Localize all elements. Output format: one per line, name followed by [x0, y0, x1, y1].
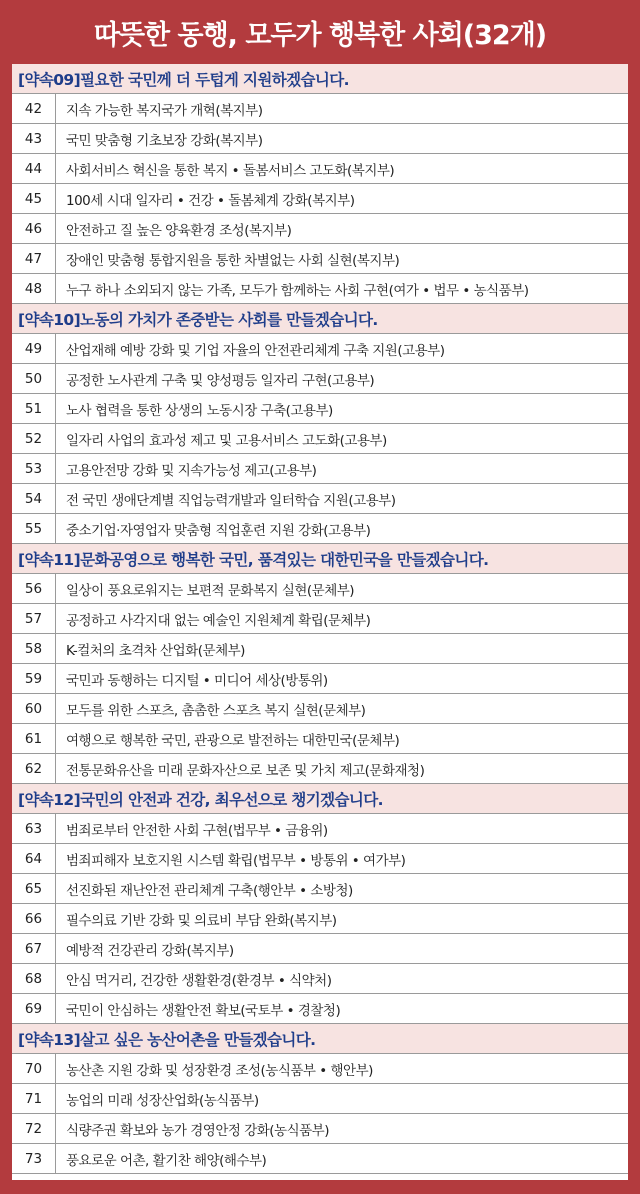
task-number: 73 [12, 1144, 56, 1173]
task-text: 여행으로 행복한 국민, 관광으로 발전하는 대한민국(문체부) [66, 732, 400, 749]
task-text: 산업재해 예방 강화 및 기업 자율의 안전관리체계 구축 지원(고용부) [66, 342, 445, 359]
table-row [12, 934, 628, 964]
table-row [12, 724, 628, 754]
task-number: 44 [12, 154, 56, 183]
table-row [12, 154, 628, 184]
section-title: 문화공영으로 행복한 국민, 품격있는 대한민국을 만들겠습니다. [80, 550, 489, 569]
section-heading [12, 784, 628, 814]
task-number: 68 [12, 964, 56, 993]
task-text: 누구 하나 소외되지 않는 가족, 모두가 함께하는 사회 구현(여가 • 법무 • 농식품부) [66, 282, 529, 299]
task-number: 72 [12, 1114, 56, 1143]
table-row [12, 1054, 628, 1084]
task-number: 65 [12, 874, 56, 903]
section-heading [12, 304, 628, 334]
task-number: 47 [12, 244, 56, 273]
task-number: 60 [12, 694, 56, 723]
table-row [12, 424, 628, 454]
table-row [12, 214, 628, 244]
section-heading [12, 544, 628, 574]
task-text: 선진화된 재난안전 관리체계 구축(행안부 • 소방청) [66, 882, 353, 899]
task-text: 공정하고 사각지대 없는 예술인 지원체계 확립(문체부) [66, 612, 371, 629]
task-number: 69 [12, 994, 56, 1023]
task-text: 국민 맞춤형 기초보장 강화(복지부) [66, 132, 263, 149]
task-text: 예방적 건강관리 강화(복지부) [66, 942, 234, 959]
table-row [12, 814, 628, 844]
task-text: 고용안전망 강화 및 지속가능성 제고(고용부) [66, 462, 317, 479]
table-row [12, 604, 628, 634]
task-number: 59 [12, 664, 56, 693]
task-number: 67 [12, 934, 56, 963]
section-tag: [약속11] [18, 550, 81, 569]
task-number: 52 [12, 424, 56, 453]
task-number: 51 [12, 394, 56, 423]
task-text: 지속 가능한 복지국가 개혁(복지부) [66, 102, 263, 119]
table-row [12, 754, 628, 784]
task-number: 43 [12, 124, 56, 153]
section-heading [12, 1024, 628, 1054]
table-row [12, 694, 628, 724]
task-number: 62 [12, 754, 56, 783]
task-number: 42 [12, 94, 56, 123]
table-row [12, 844, 628, 874]
task-number: 71 [12, 1084, 56, 1113]
table-row [12, 124, 628, 154]
table-row [12, 364, 628, 394]
section-title: 필요한 국민께 더 두텁게 지원하겠습니다. [80, 70, 349, 89]
task-text: 노사 협력을 통한 상생의 노동시장 구축(고용부) [66, 402, 333, 419]
table-row [12, 454, 628, 484]
section-tag: [약속10] [18, 310, 81, 329]
table-row [12, 1084, 628, 1114]
task-number: 54 [12, 484, 56, 513]
task-text: 일상이 풍요로워지는 보편적 문화복지 실현(문체부) [66, 582, 355, 599]
table-row [12, 394, 628, 424]
table-row [12, 244, 628, 274]
task-text: 안전하고 질 높은 양육환경 조성(복지부) [66, 222, 292, 239]
section-title: 노동의 가치가 존중받는 사회를 만들겠습니다. [80, 310, 378, 329]
task-text: 범죄피해자 보호지원 시스템 확립(법무부 • 방통위 • 여가부) [66, 852, 406, 869]
task-text: 농산촌 지원 강화 및 성장환경 조성(농식품부 • 행안부) [66, 1062, 373, 1079]
table-row [12, 94, 628, 124]
table-row [12, 574, 628, 604]
table-row [12, 334, 628, 364]
task-number: 63 [12, 814, 56, 843]
section-tag: [약속12] [18, 790, 81, 809]
task-number: 49 [12, 334, 56, 363]
task-text: 국민과 동행하는 디지털 • 미디어 세상(방통위) [66, 672, 328, 689]
task-text: 농업의 미래 성장산업화(농식품부) [66, 1092, 259, 1109]
table-row [12, 874, 628, 904]
section-tag: [약속09] [18, 70, 81, 89]
task-text: 모두를 위한 스포츠, 촘촘한 스포츠 복지 실현(문체부) [66, 702, 366, 719]
task-number: 46 [12, 214, 56, 243]
table-row [12, 634, 628, 664]
table-row [12, 274, 628, 304]
task-text: 안심 먹거리, 건강한 생활환경(환경부 • 식약처) [66, 972, 332, 989]
task-text: 필수의료 기반 강화 및 의료비 부담 완화(복지부) [66, 912, 337, 929]
task-text: 풍요로운 어촌, 활기찬 해양(해수부) [66, 1152, 267, 1169]
table-row [12, 964, 628, 994]
task-number: 64 [12, 844, 56, 873]
task-text: 전 국민 생애단계별 직업능력개발과 일터학습 지원(고용부) [66, 492, 396, 509]
task-text: 일자리 사업의 효과성 제고 및 고용서비스 고도화(고용부) [66, 432, 387, 449]
task-number: 53 [12, 454, 56, 483]
task-number: 70 [12, 1054, 56, 1083]
task-text: 전통문화유산을 미래 문화자산으로 보존 및 가치 제고(문화재청) [66, 762, 425, 779]
table-row [12, 664, 628, 694]
table-row [12, 994, 628, 1024]
task-number: 48 [12, 274, 56, 303]
task-text: 공정한 노사관계 구축 및 양성평등 일자리 구현(고용부) [66, 372, 375, 389]
section-tag: [약속13] [18, 1030, 81, 1049]
section-title: 살고 싶은 농산어촌을 만들겠습니다. [80, 1030, 316, 1049]
task-number: 66 [12, 904, 56, 933]
task-text: 범죄로부터 안전한 사회 구현(법무부 • 금융위) [66, 822, 328, 839]
table-row [12, 514, 628, 544]
task-text: 식량주권 확보와 농가 경영안정 강화(농식품부) [66, 1122, 329, 1139]
task-number: 58 [12, 634, 56, 663]
task-text: 국민이 안심하는 생활안전 확보(국토부 • 경찰청) [66, 1002, 341, 1019]
table-row [12, 1114, 628, 1144]
table-row [12, 184, 628, 214]
task-text: 장애인 맞춤형 통합지원을 통한 차별없는 사회 실현(복지부) [66, 252, 400, 269]
task-number: 50 [12, 364, 56, 393]
task-text: 중소기업·자영업자 맞춤형 직업훈련 지원 강화(고용부) [66, 522, 371, 539]
task-text: 100세 시대 일자리 • 건강 • 돌봄체계 강화(복지부) [66, 192, 355, 209]
task-number: 45 [12, 184, 56, 213]
table-row [12, 1144, 628, 1174]
task-text: K-컬처의 초격차 산업화(문체부) [66, 642, 245, 659]
task-number: 61 [12, 724, 56, 753]
task-text: 사회서비스 혁신을 통한 복지 • 돌봄서비스 고도화(복지부) [66, 162, 395, 179]
task-number: 55 [12, 514, 56, 543]
task-number: 57 [12, 604, 56, 633]
task-number: 56 [12, 574, 56, 603]
section-heading [12, 64, 628, 94]
table-row [12, 904, 628, 934]
promise-table [12, 64, 628, 1180]
table-row [12, 484, 628, 514]
section-title: 국민의 안전과 건강, 최우선으로 챙기겠습니다. [80, 790, 383, 809]
page-title: 따뜻한 동행, 모두가 행복한 사회(32개) [93, 19, 547, 51]
